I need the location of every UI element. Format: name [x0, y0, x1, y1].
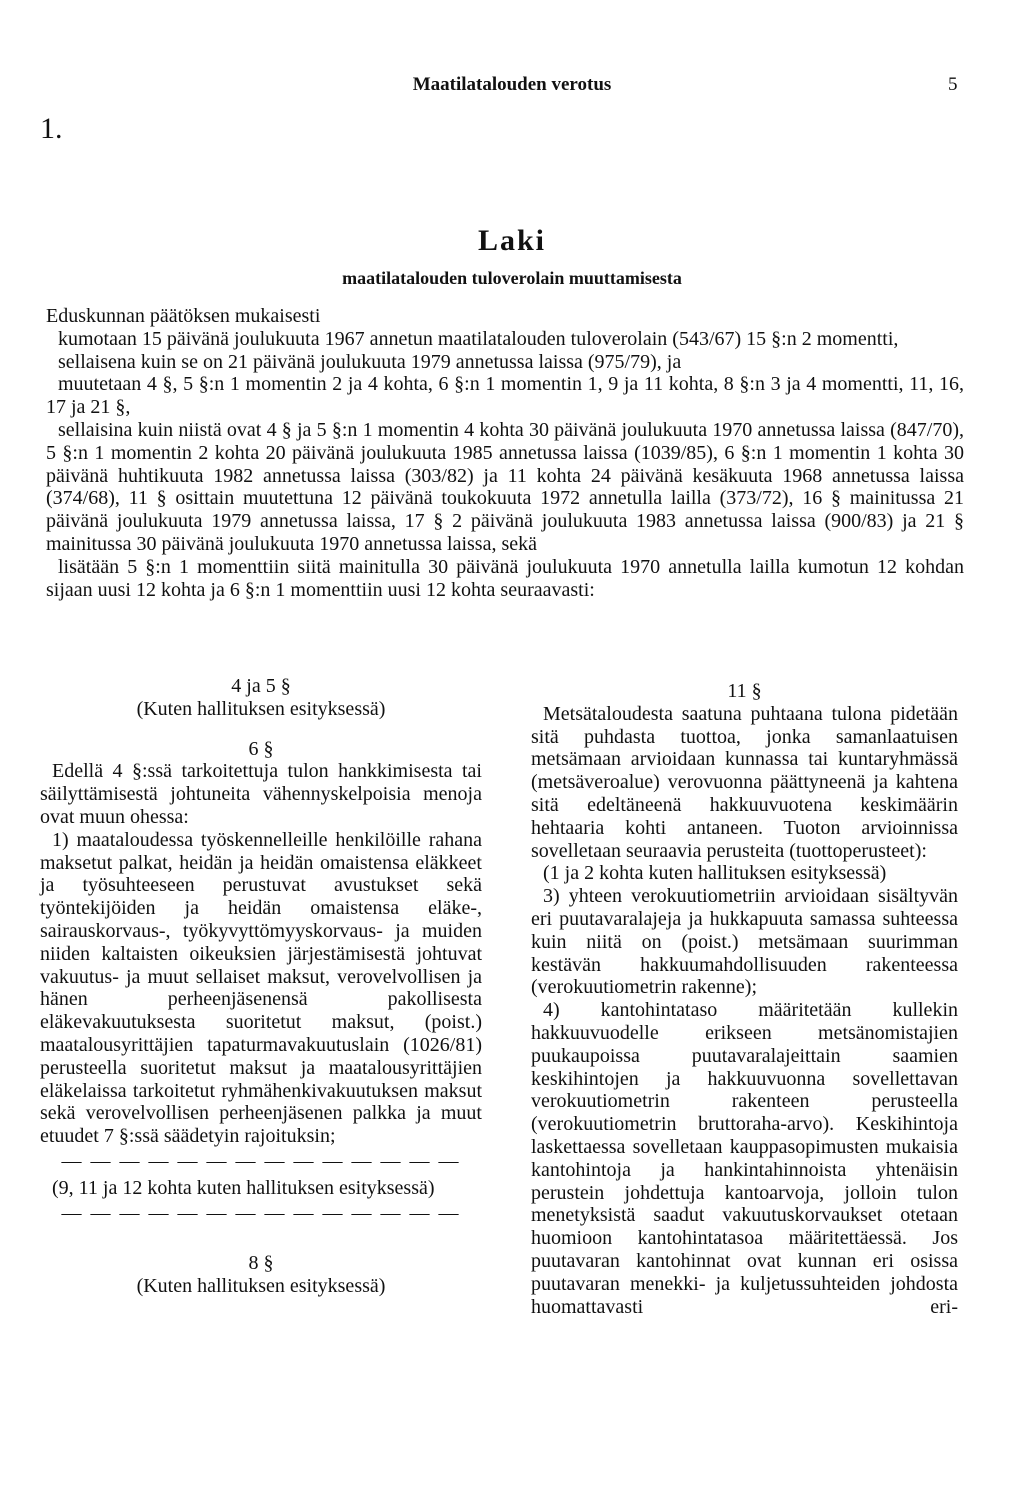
page-number: 5: [948, 74, 958, 95]
preamble-amend: muutetaan 4 §, 5 §:n 1 momentin 2 ja 4 kohta, 6 §:n 1 momentin 1, 9 ja 11 kohta, 8 §:n 3 ja 4 momentti, 11, 16, 17 ja 21 §,: [46, 373, 964, 419]
section-6-intro: Edellä 4 §:ssä tarkoitettuja tulon hankkimisesta tai säilyttämisestä johtuneita vähennyskelpoisia menoja ovat muun ohessa:: [40, 760, 482, 828]
section-6-note: (9, 11 ja 12 kohta kuten hallituksen esityksessä): [52, 1176, 435, 1199]
omission-dashes-2: — — — — — — — — — — — — — —: [61, 1201, 461, 1224]
preamble-repeal: kumotaan 15 päivänä joulukuuta 1967 annetun maatilatalouden tuloverolain (543/67) 15 §:n 2 momentti,: [58, 327, 899, 350]
law-title: Laki: [477, 224, 547, 257]
omission-dashes: — — — — — — — — — — — — — —: [61, 1149, 461, 1172]
section-note-4-5: (Kuten hallituksen esityksessä): [136, 697, 386, 720]
section-11-item-4: 4) kantohintataso määritetään kullekin hakkuuvuodelle erikseen metsänomistajien puukaupoissa puutavaralajeittain saamien keskihintojen ja hakkuuvuonna sovellettavan verokuutiometrin rakenteen perusteella (verokuutiometrin bruttoraha-arvo). Keskihintoja laskettaessa sovelletaan kauppasopimusten mukaisia kantohintoja ja hankintahinnoista yhtenäisin perustein johdettuja kantoarvoja, jolloin tulon menetyksistä saadut vakuutuskorvaukset otetaan huomioon kantohintatasoa määritettäessä. Jos puutavaran kantohinnat ovat kunnan eri osissa puutavaran menekki- ja kuljetussuhteiden johdosta huomattavasti eri-: [531, 999, 958, 1318]
item-number: 1.: [40, 112, 63, 145]
section-heading-4-5: 4 ja 5 §: [231, 675, 291, 697]
preamble-repeal-source: sellaisena kuin se on 21 päivänä joulukuuta 1979 annetussa laissa (975/79), ja: [58, 350, 682, 373]
section-heading-8: 8 §: [248, 1252, 274, 1275]
running-title: Maatilatalouden verotus: [412, 74, 612, 95]
left-column: [40, 675, 482, 1298]
preamble-amend-sources: sellaisina kuin niistä ovat 4 § ja 5 §:n 1 momentin 4 kohta 30 päivänä joulukuuta 1970 annetussa laissa (847/70), 5 §:n 1 momentin 2 kohta 20 päivänä joulukuuta 1985 annetussa laissa (1039/85), 6 §:n 1 momentin 1 kohta 30 päivänä huhtikuuta 1982 annetussa laissa (303/82) ja 11 kohta 24 päivänä kesäkuuta 1968 annetussa laissa (374/68), 11 § osittain muutettuna 12 päivänä toukokuuta 1972 annetulla lailla (373/72), 16 § mainitussa 21 päivänä joulukuuta 1979 annetussa laissa, 17 § 2 päivänä joulukuuta 1983 annetussa laissa (900/83) ja 21 § mainitussa 30 päivänä joulukuuta 1970 annetussa laissa, sekä: [46, 418, 964, 555]
section-6-item-1: 1) maataloudessa työskennelleille henkilöille rahana maksetut palkat, heidän ja heidän omaistensa eläkkeet ja työsuhteeseen perustuvat avustukset sekä työntekijöiden ja heidän omaistensa eläke-, sairauskorvaus-, työkyvyttömyyskorvaus- ja muiden niiden kaltaisten oikeuksien järjestämisestä johtuvat vakuutus- ja muut sellaiset maksut, verovelvollisen ja hänen perheenjäsenensä pakollisesta eläkevakuutuksesta suoritetut maksut, (poist.) maatalousyrittäjien tapaturmavakuutuslain (1026/81) perusteella suoritetut maksut ja maatalousyrittäjien eläkelaissa tarkoitetut ryhmähenkivakuutuksen maksut sekä verovelvollisen perheenjäsenen palkka ja muut etuudet 7 §:ssä säädetyin rajoituksin;: [40, 828, 482, 1148]
right-column: [531, 680, 958, 1318]
section-11-item-3: 3) yhteen verokuutiometriin arvioidaan sisältyvän eri puutavaralajeja ja hukkapuuta samassa suhteessa kuin niitä on (poist.) metsämaan suurimman kestävän hakkuumahdollisuuden rakenteessa (verokuutiometrin rakenne);: [531, 885, 958, 999]
section-heading-6: 6 §: [248, 737, 274, 760]
section-11-note: (1 ja 2 kohta kuten hallituksen esityksessä): [543, 862, 887, 885]
preamble: [46, 305, 964, 601]
section-11-paragraph: Metsätaloudesta saatuna puhtaana tulona pidetään sitä puhdasta tuottoa, jonka samanlaatuisen metsämaan arvioidaan kunnassa tai kuntaryhmässä (metsäveroalue) verovuonna päättyneenä ja kahtena sitä edeltäneenä hakkuuvuotena keskimäärin hehtaaria kohti antaneen. Tuoton arvioinnissa sovelletaan seuraavia perusteita (tuottoperusteet):: [531, 702, 958, 862]
preamble-line-1: Eduskunnan päätöksen mukaisesti: [46, 305, 321, 327]
preamble-add: lisätään 5 §:n 1 momenttiin siitä mainitulla 30 päivänä joulukuuta 1970 annetulla lailla kumotun 12 kohdan sijaan uusi 12 kohta ja 6 §:n 1 momenttiin uusi 12 kohta seuraavasti:: [46, 555, 964, 601]
section-heading-11: 11 §: [727, 680, 762, 702]
section-note-8: (Kuten hallituksen esityksessä): [136, 1275, 386, 1298]
law-subtitle: maatilatalouden tuloverolain muuttamisesta: [342, 268, 682, 288]
